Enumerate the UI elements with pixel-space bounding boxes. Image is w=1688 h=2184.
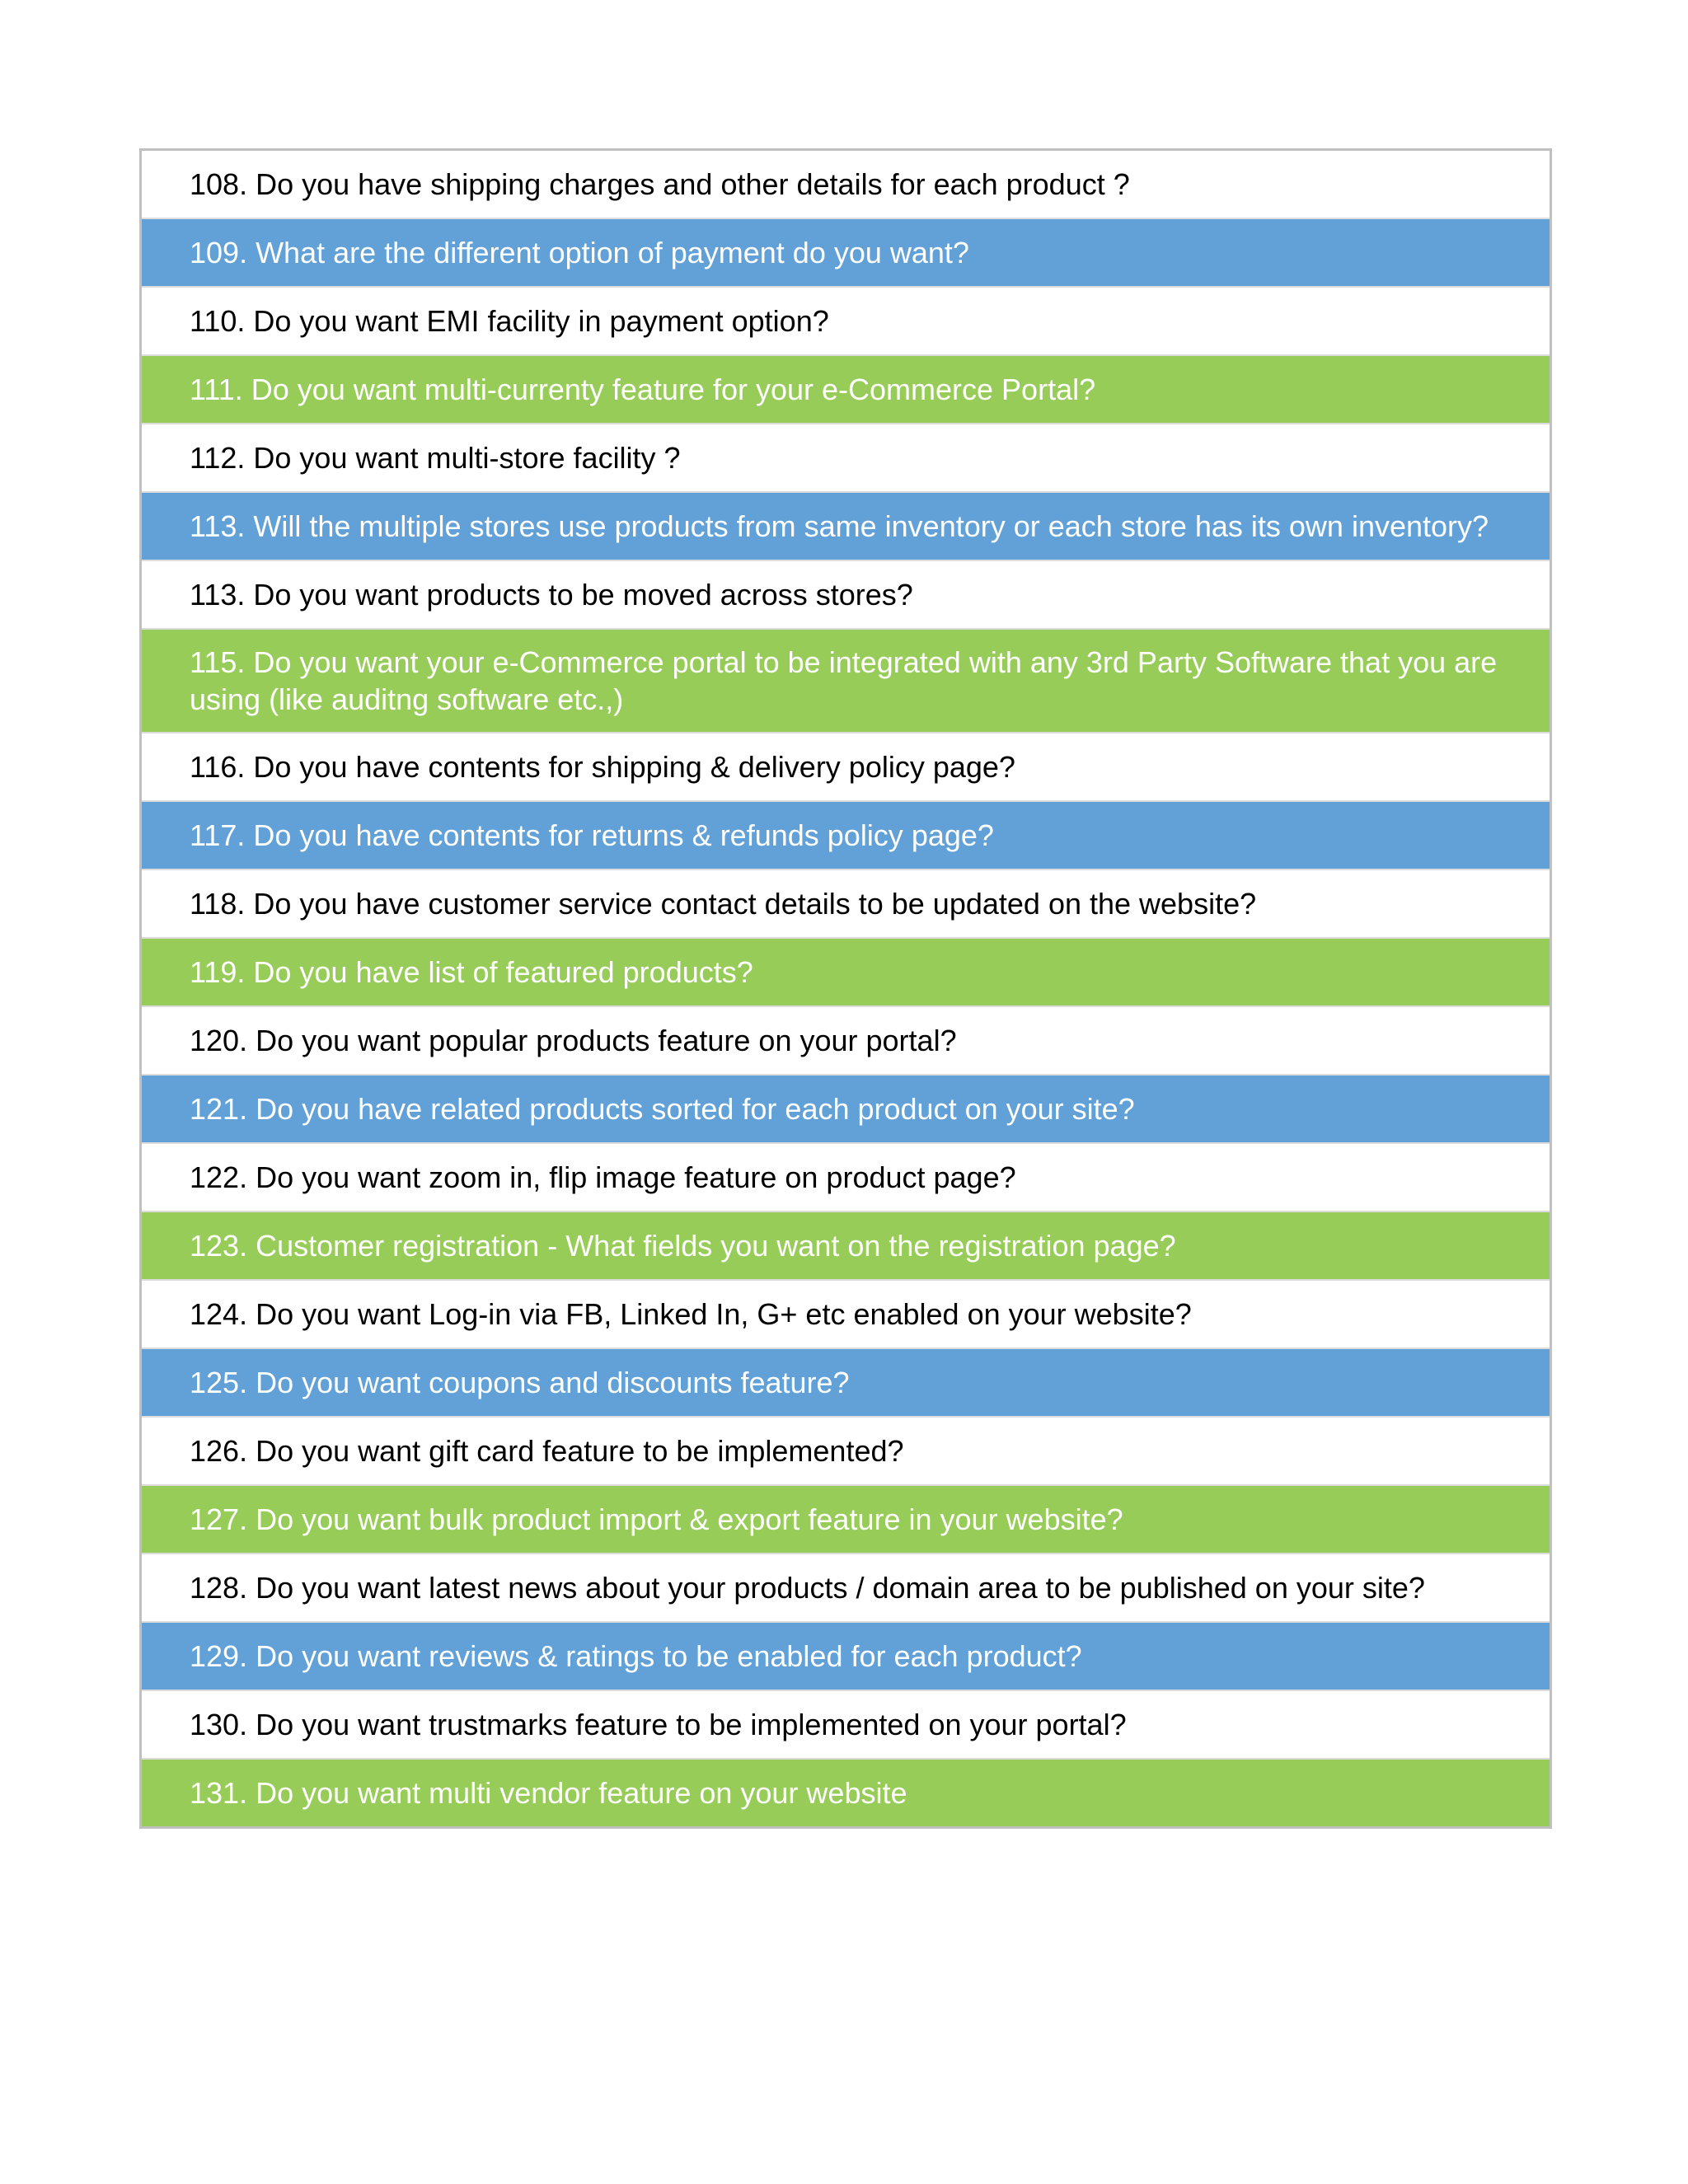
question-row-108 xyxy=(142,151,1550,218)
question-text: 124. Do you want Log-in via FB, Linked In, G+ etc enabled on your website? xyxy=(190,1297,1192,1331)
question-text: 127. Do you want bulk product import & export feature in your website? xyxy=(190,1502,1123,1536)
question-row-118 xyxy=(142,869,1550,937)
question-text: 126. Do you want gift card feature to be implemented? xyxy=(190,1434,904,1468)
question-row-131 xyxy=(142,1758,1550,1826)
question-text: 113. Will the multiple stores use products from same inventory or each store has its own inventory? xyxy=(190,509,1489,543)
question-row-112 xyxy=(142,423,1550,491)
question-row-127 xyxy=(142,1484,1550,1553)
question-row-128 xyxy=(142,1553,1550,1621)
question-row-109 xyxy=(142,218,1550,286)
question-row-125 xyxy=(142,1347,1550,1416)
question-text: 110. Do you want EMI facility in payment option? xyxy=(190,304,829,338)
question-row-110 xyxy=(142,286,1550,354)
question-row-120 xyxy=(142,1005,1550,1074)
question-text: 129. Do you want reviews & ratings to be enabled for each product? xyxy=(190,1639,1082,1673)
question-text: 125. Do you want coupons and discounts feature? xyxy=(190,1366,850,1399)
question-text: 131. Do you want multi vendor feature on your website xyxy=(190,1776,907,1810)
question-row-122 xyxy=(142,1142,1550,1211)
question-text: 116. Do you have contents for shipping & delivery policy page? xyxy=(190,750,1015,784)
question-row-129 xyxy=(142,1621,1550,1690)
question-row-116 xyxy=(142,732,1550,800)
question-text: 121. Do you have related products sorted for each product on your site? xyxy=(190,1092,1135,1126)
question-row-111 xyxy=(142,354,1550,423)
question-row-124 xyxy=(142,1279,1550,1347)
question-row-117 xyxy=(142,800,1550,869)
question-text: 108. Do you have shipping charges and other details for each product ? xyxy=(190,167,1130,201)
question-text: 122. Do you want zoom in, flip image feature on product page? xyxy=(190,1160,1016,1194)
question-text: 118. Do you have customer service contact details to be updated on the website? xyxy=(190,887,1257,921)
question-text: 117. Do you have contents for returns & refunds policy page? xyxy=(190,818,994,852)
question-text: 113. Do you want products to be moved across stores? xyxy=(190,578,913,612)
question-row-130 xyxy=(142,1690,1550,1758)
question-row-123 xyxy=(142,1211,1550,1279)
question-text: 120. Do you want popular products feature on your portal? xyxy=(190,1024,957,1057)
question-row-115 xyxy=(142,628,1550,732)
question-text: 115. Do you want your e-Commerce portal to be integrated with any 3rd Party Software that you are using (like auditng software etc.,) xyxy=(190,645,1498,716)
question-row-119 xyxy=(142,937,1550,1005)
question-text: 119. Do you have list of featured products? xyxy=(190,955,753,989)
question-text: 109. What are the different option of payment do you want? xyxy=(190,236,969,269)
question-text: 112. Do you want multi-store facility ? xyxy=(190,441,681,475)
question-text: 123. Customer registration - What fields you want on the registration page? xyxy=(190,1229,1176,1263)
question-row-121 xyxy=(142,1074,1550,1142)
question-row-113a xyxy=(142,491,1550,560)
question-text: 130. Do you want trustmarks feature to be implemented on your portal? xyxy=(190,1708,1127,1741)
question-row-126 xyxy=(142,1416,1550,1484)
question-text: 128. Do you want latest news about your products / domain area to be published on your site? xyxy=(190,1571,1425,1605)
question-row-113b xyxy=(142,560,1550,628)
question-text: 111. Do you want multi-currenty feature for your e-Commerce Portal? xyxy=(190,373,1096,406)
question-table xyxy=(139,148,1552,1829)
